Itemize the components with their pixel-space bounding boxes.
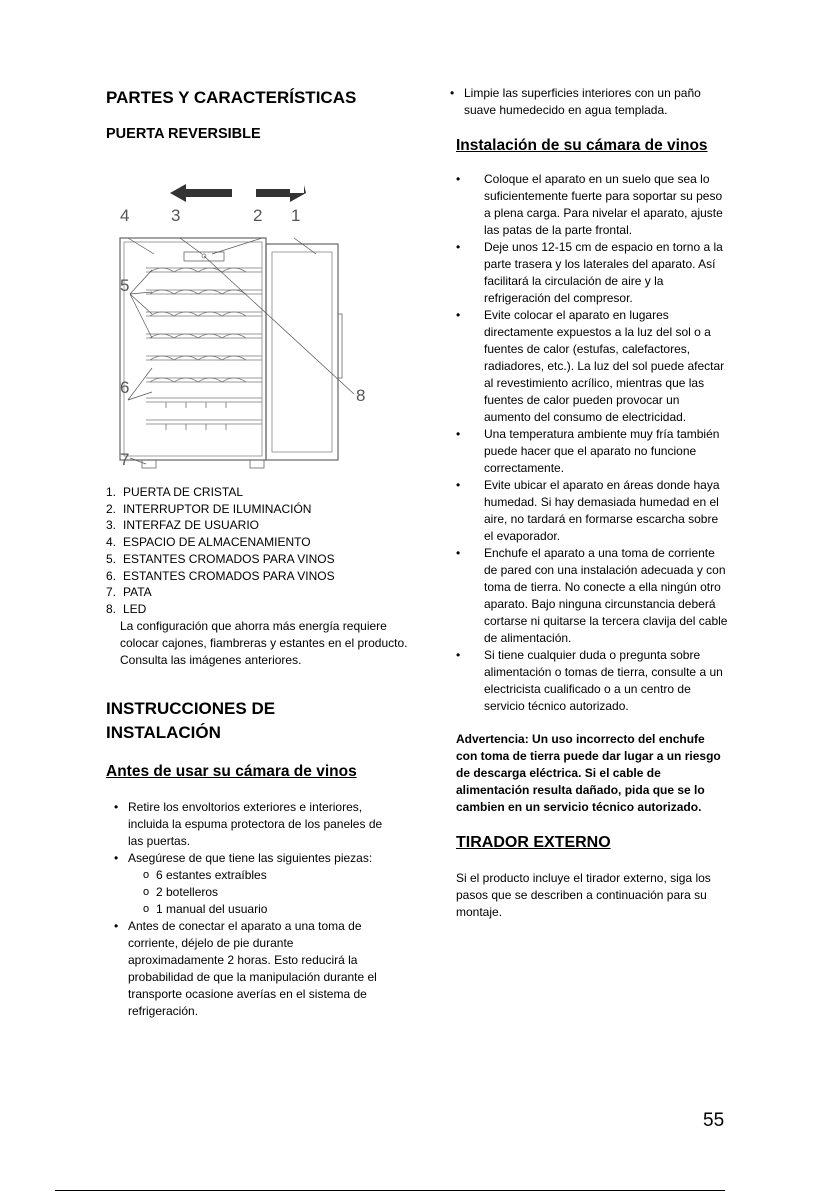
config-note: La configuración que ahorra más energía requiere colocar cajones, fiambreras y estantes en el producto. Consulta las imágenes anteriores.	[120, 618, 408, 667]
left-column	[106, 85, 406, 1020]
list-item: • Evite ubicar el aparato en áreas donde haya humedad. Si hay demasiada humedad en el aire, no tardará en formarse escarcha sobre el evaporador.	[456, 478, 720, 543]
list-item: 1. PUERTA DE CRISTAL	[106, 485, 244, 499]
installation-title: Instalación de su cámara de vinos	[456, 137, 708, 154]
diagram-label-7: 7	[120, 450, 130, 469]
list-item: • Coloque el aparato en un suelo que sea lo suficientemente fuerte para soportar su peso a plena carga. Para nivelar el aparato, ajuste las patas de la parte frontal.	[456, 172, 723, 237]
diagram-label-1: 1	[291, 206, 301, 225]
install-title: INSTRUCCIONES DE INSTALACIÓN	[106, 698, 276, 742]
installation-list	[456, 171, 728, 715]
list-item: • Antes de conectar el aparato a una toma de corriente, déjelo de pie durante aproximadamente 2 horas. Esto reducirá la probabilidad de que la manipulación durante el transporte ocasione averías en el sistema de refrigeración.	[114, 918, 377, 1018]
list-item: 6. ESTANTES CROMADOS PARA VINOS	[106, 568, 335, 583]
list-item: 7. PATA	[106, 585, 152, 600]
page-number: 55	[703, 1110, 725, 1131]
before-use-list	[106, 799, 386, 1020]
diagram-label-2: 2	[253, 206, 263, 225]
diagram-label-6: 6	[120, 378, 130, 397]
diagram-label-4: 4	[120, 206, 130, 225]
left-arrow-icon	[170, 184, 232, 202]
diagram-label-8: 8	[356, 386, 366, 405]
parts-title: PARTES Y CARACTERÍSTICAS	[106, 88, 357, 107]
parts-list	[106, 484, 406, 618]
before-use-title: Antes de usar su cámara de vinos	[106, 762, 357, 780]
diagram-label-3: 3	[171, 206, 181, 225]
list-item: 3. INTERFAZ DE USUARIO	[106, 518, 260, 533]
reversible-door-subtitle: PUERTA REVERSIBLE	[106, 126, 261, 142]
wine-shelves	[146, 268, 262, 430]
list-item: • Si tiene cualquier duda o pregunta sobre alimentación o tomas de tierra, consulte a un electricista cualificado o a un centro de servicio técnico autorizado.	[456, 648, 723, 713]
external-handle-title: TIRADOR EXTERNO	[456, 834, 611, 851]
list-item: o 1 manual del usuario	[143, 901, 268, 916]
list-item: 2. INTERRUPTOR DE ILUMINACIÓN	[106, 501, 312, 516]
list-item: 5. ESTANTES CROMADOS PARA VINOS	[106, 551, 335, 566]
list-item: 4. ESPACIO DE ALMACENAMIENTO	[106, 535, 311, 550]
parts-sublist	[128, 867, 386, 918]
list-item: • Retire los envoltorios exteriores e interiores, incluida la espuma protectora de los paneles de las puertas.	[114, 799, 383, 848]
list-item: • Deje unos 12-15 cm de espacio en torno a la parte trasera y los laterales del aparato. Así facilitará la circulación de aire y la refrigeración del compresor.	[456, 240, 723, 305]
list-item: • Asegúrese de que tiene las siguientes piezas: o 6 estantes extraíbles o 2 botelleros o 1 manual del usuario	[106, 850, 386, 918]
external-handle-text: Si el producto incluye el tirador externo, siga los pasos que se describen a continuación para su montaje.	[456, 871, 711, 919]
list-item: • Enchufe el aparato a una toma de corriente de pared con una instalación adecuada y con toma de tierra. No conecte a ella ningún otro aparato. Bajo ninguna circunstancia deberá cortarse ni quitarse la tercera clavija del cable de alimentación.	[456, 546, 728, 645]
list-item: 8. LED	[106, 601, 147, 616]
right-column	[450, 85, 728, 921]
warning-text: Advertencia: Un uso incorrecto del enchufe con toma de tierra puede dar lugar a un riesgo de descarga eléctrica. Si el cable de alimentación resulta dañado, pida que se lo cambien en un servicio técnico autorizado.	[456, 732, 721, 814]
list-item: o 2 botelleros	[143, 884, 219, 899]
diagram-label-5: 5	[120, 276, 130, 295]
list-item: • Evite colocar el aparato en lugares directamente expuestos a la luz del sol o a fuentes de calor (estufas, calefactores, radiadores, etc.). La luz del sol puede afectar al revestimiento acrílico, mientras que las fuentes de calor pueden provocar un aumento del consumo de electricidad.	[456, 308, 725, 424]
list-item: o 6 estantes extraíbles	[143, 867, 267, 882]
list-item: • Limpie las superficies interiores con un paño suave humedecido en agua templada.	[450, 86, 701, 117]
list-item: • Una temperatura ambiente muy fría también puede hacer que el aparato no funcione correctamente.	[456, 427, 720, 475]
right-arrow-icon	[256, 185, 306, 202]
wine-cooler-diagram	[106, 162, 406, 482]
clean-list	[442, 85, 722, 119]
